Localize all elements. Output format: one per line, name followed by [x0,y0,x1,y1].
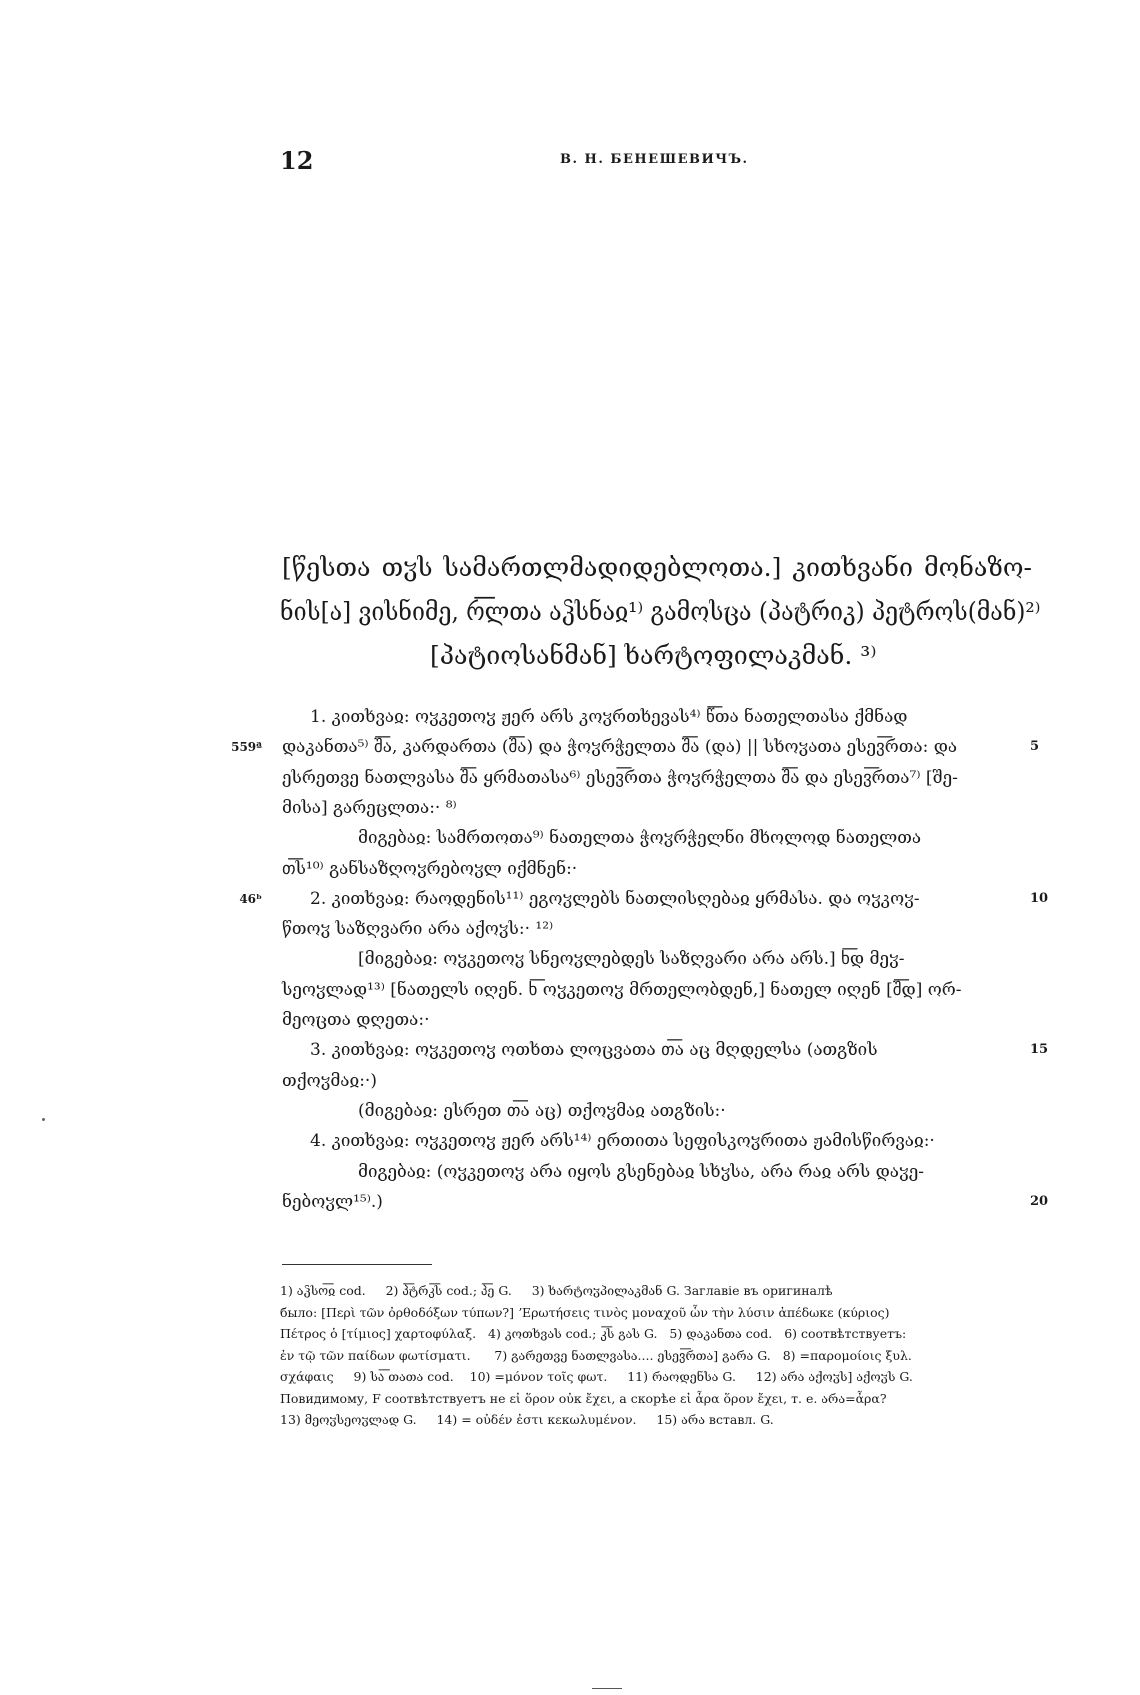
body-line: მიგებაჲ: (ოჳკეთოჳ არა იყოს გსენებაჲ სხჳსა, არა რაჲ არს დაჳე- [358,1161,924,1182]
running-head: В. Н. БЕНЕШЕВИЧЪ. [560,152,749,167]
body-line: 4. კითხვაჲ: ოჳკეთოჳ ჟერ არს¹⁴⁾ ერთითა სეფისკოჳრითა ჟამისწირვაჲ:· [310,1131,935,1152]
body-line: წთოჳ საზღვარი არა აქოჳს:· ¹²⁾ [282,919,554,940]
body-line: ესრეთვე ნათლვასა შ͞ა ყრმათასა⁶⁾ ესევ͞რთა ჭოჳრჭელთა შ͞ა და ესევ͞რთა⁷⁾ [შე- [282,767,958,788]
line-number: 5 [1030,739,1040,755]
body-line: მეოცთა დღეთა:· [282,1010,430,1030]
title-line-2: ნის[ა] ვისნიმე, რ͞ლთა აჴსნაჲ¹⁾ გამოსცა (პატრიკ) პეტროს(მან)²⁾ [280,597,1041,626]
line-number: 20 [1030,1193,1049,1209]
footnote-line: Повидимому, F соотвѣтствуетъ не εἰ ὅρον οὐκ ἔχει, а скорѣе εἰ ἆρα ὅρον ἔχει, т. е. არა=ἆρα? [280,1390,887,1406]
line-number: 15 [1030,1042,1049,1058]
body-line: მისა] გარეცლთა:· ⁸⁾ [282,797,457,818]
body-line: 3. კითხვაჲ: ოჳკეთოჳ ოთხთა ლოცვათა თ͞ა აც მღდელსა (ათგზის [310,1040,878,1061]
footnote-line: Πέτρος ὁ [τίμιος] χαρτοφύλαξ. 4) კოთხვას cod.; კ͞ს გას G. 5) დაკანთა cod. 6) соотвѣтствуетъ: [280,1326,907,1341]
margin-folio-mark: 46ᵇ [239,891,262,906]
title-line-3: [პატიოსანმან] ხარტოფილაკმან. ³⁾ [430,641,877,670]
body-line: (მიგებაჲ: ესრეთ თ͞ა აც) თქოჳმაჲ ათგზის:· [358,1100,726,1121]
margin-folio-mark: 559ª [231,740,262,755]
body-line: თქოჳმაჲ:·) [282,1070,377,1091]
bottom-mark [592,1688,622,1689]
title-word: კითხვანი [792,553,913,582]
line-number: 10 [1030,890,1049,906]
footnote-line: ἐν τῷ τῶν παίδων φωτίσματι. 7) გარეთვე ნათლვასა.... ესევ͞რთა] გარა G. 8) =παρομοίοις ξυλ. [280,1347,912,1363]
title-word: [წესთა [282,553,371,582]
title-word: მონაზო- [923,553,1032,582]
body-line: 2. კითხვაჲ: რაოდენის¹¹⁾ ეგოჳლებს ნათლისღებაჲ ყრმასა. და ოჳკოჳ- [310,888,920,909]
footnote-line: σχάφαις 9) სა͞ თათა cod. 10) =μόνον τοῖς φωτ. 11) რაოდენსა G. 12) არა აქოჳს] აქოჳს G. [280,1369,913,1384]
body-line: მიგებაჲ: სამრთოთა⁹⁾ ნათელთა ჭოჳრჭელნი მხოლოდ ნათელთა [358,828,922,849]
scan-speck [42,1118,45,1121]
footnote-line: было: [Περὶ τῶν ὀρθοδόξων τύπων?] ʼΕρωτήσεις τινὸς μοναχοῦ ὧν τὴν λύσιν ἀπέδωκε (κύριος) [280,1304,890,1320]
body-line: [მიგებაჲ: ოჳკეთოჳ სნეოჳლებდეს საზღვარი არა არს.] ხ͞დ მეჳ- [358,949,905,970]
footnote-line: 13) მეოჳსეოჳლად G. 14) = οὐδέν ἐστι κεκωλυμένον. 15) არა вставл. G. [280,1412,774,1427]
body-line: 1. კითხვაჲ: ოჳკეთოჳ ჟერ არს კოჳრთხევას⁴⁾ წ͞თა ნათელთასა ქმნად [310,707,908,727]
page-number: 12 [280,146,314,175]
title-word: თჳს [381,553,433,582]
body-line: დაკანთა⁵⁾ შ͞ა, კარდართა (შ͞ა) და ჭოჳრჭელთა შ͞ა (და) || სხოჳათა ესევ͞რთა: და [282,737,958,758]
title-line-1 [282,548,1032,588]
body-line: ნებოჳლ¹⁵⁾.) [282,1191,383,1212]
footnote-rule [282,1264,432,1265]
footnote-line: 1) აჴსო͞ჲ cod. 2) პ͞ტრკ͞ს cod.; პ͞ე G. 3) ხარტოჳპილაკმან G. Заглавіе въ оригиналѣ [280,1283,833,1298]
title-word: სამართლმადიდებლოთა.] [443,553,782,582]
body-line: თ͞ს¹⁰⁾ განსაზღოჳრებოჳლ იქმნენ:· [282,858,578,879]
body-line: სეოჳლად¹³⁾ [ნათელს იღენ. ხ͞ ოჳკეთოჳ მრთელობდენ,] ნათელ იღენ [შ͞დ] ორ- [282,979,962,1000]
